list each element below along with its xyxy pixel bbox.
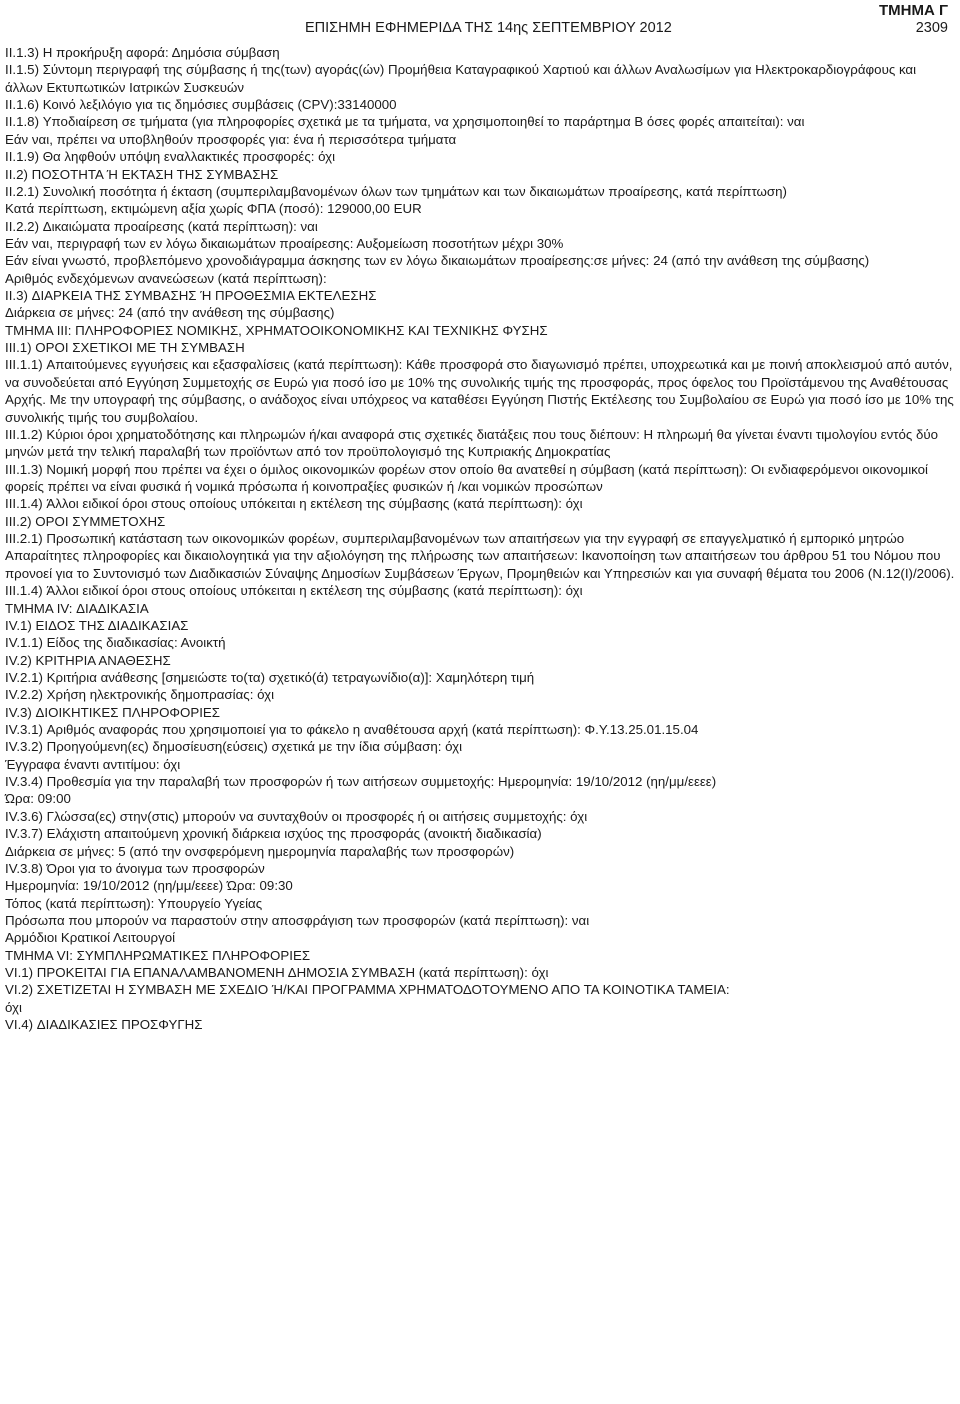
paragraph-iv-1-1: IV.1.1) Είδος της διαδικασίας: Ανοικτή: [5, 635, 226, 651]
paragraph-deadline-time: Ώρα: 09:00: [5, 791, 71, 807]
paragraph-duration: Διάρκεια σε μήνες: 24 (από την ανάθεση της σύμβασης): [5, 305, 335, 321]
paragraph-iii-1-2: III.1.2) Κύριοι όροι χρηματοδότησης και πληρωμών ή/και αναφορά στις σχετικές διατάξεις που τους διέπουν: Η πληρωμή θα γίνεται έναντι τιμολογίου εντός δύο μηνών μετά την τελική παραλαβή των προϊόντων από τον προϋπολογισμό της Κυπριακής Δημοκρατίας: [5, 426, 939, 460]
paragraph-iv-3-4: IV.3.4) Προθεσμία για την παραλαβή των προσφορών ή των αιτήσεων συμμετοχής: Ημερομηνία: 19/10/2012 (ηη/μμ/εεεε): [5, 774, 717, 790]
paragraph-vi-2: VI.2) ΣΧΕΤΙΖΕΤΑΙ Η ΣΥΜΒΑΣΗ ΜΕ ΣΧΕΔΙΟ Ή/ΚΑΙ ΠΡΟΓΡΑΜΜΑ ΧΡΗΜΑΤΟΔΟΤΟΥΜΕΝΟ ΑΠΟ ΤΑ ΚΟΙΝΟΤΙΚΑ ΤΑΜΕΙΑ:: [5, 982, 730, 998]
page-header: [0, 0, 960, 44]
paragraph-documents-fee: Έγγραφα έναντι αντιτίμου: όχι: [5, 756, 181, 772]
paragraph-vi-1: VI.1) ΠΡΟΚΕΙΤΑΙ ΓΙΑ ΕΠΑΝΑΛΑΜΒΑΝΟΜΕΝΗ ΔΗΜΟΣΙΑ ΣΥΜΒΑΣΗ (κατά περίπτωση): όχι: [5, 965, 549, 981]
paragraph-iii-1-4-repeat: III.1.4) Άλλοι ειδικοί όροι στους οποίους υπόκειται η εκτέλεση της σύμβασης (κατά περίπτωση): όχι: [5, 583, 583, 599]
heading-vi-4: VI.4) ΔΙΑΔΙΚΑΣΙΕΣ ΠΡΟΣΦΥΓΗΣ: [5, 1017, 203, 1033]
paragraph-lots: Εάν ναι, πρέπει να υποβληθούν προσφορές για: ένα ή περισσότερα τμήματα: [5, 131, 457, 147]
paragraph-iii-1-4: III.1.4) Άλλοι ειδικοί όροι στους οποίους υπόκειται η εκτέλεση της σύμβασης (κατά περίπτωση): όχι: [5, 496, 583, 512]
paragraph-validity-duration: Διάρκεια σε μήνες: 5 (από την ονσφερόμενη ημερομηνία παραλαβής των προσφορών): [5, 843, 515, 859]
paragraph-iv-3-7: IV.3.7) Ελάχιστη απαιτούμενη χρονική διάρκεια ισχύος της προσφοράς (ανοικτή διαδικασία): [5, 826, 542, 842]
paragraph-vi-2-answer: όχι: [5, 999, 22, 1015]
paragraph-options-description: Εάν ναι, περιγραφή των εν λόγω δικαιωμάτων προαίρεσης: Αυξομείωση ποσοτήτων μέχρι 30%: [5, 235, 564, 251]
paragraph-ii-2-1: II.2.1) Συνολική ποσότητα ή έκταση (συμπεριλαμβανομένων όλων των τμημάτων και των δικαιωμάτων προαίρεσης, κατά περίπτωση): [5, 183, 787, 199]
paragraph-opening-date: Ημερομηνία: 19/10/2012 (ηη/μμ/εεεε) Ώρα: 09:30: [5, 878, 293, 894]
paragraph-iii-2-1: III.2.1) Προσωπική κατάσταση των οικονομικών φορέων, συμπεριλαμβανομένων των απαιτήσεων για την εγγραφή σε επαγγελματικό ή εμπορικό μητρώο Απαραίτητες πληροφορίες και δικαιολογητικά για την αξιολόγηση της πλήρωσης των απαιτήσεων: Ικανοποίηση των απαιτήσεων του άρθρου 51 του Νόμου που προνοεί για το Συντονισμό των Διαδικασιών Σύναψης Δημοσίων Συμβάσεων Έργων, Προμηθειών και Υπηρεσιών και για συναφή θέματα του 2006 (Ν.12(Ι)/2006).: [5, 531, 955, 581]
paragraph-iv-3-8: IV.3.8) Όροι για το άνοιγμα των προσφορών: [5, 860, 265, 876]
gazette-title: ΕΠΙΣΗΜΗ ΕΦΗΜΕΡΙΔΑ ΤΗΣ 14ης ΣΕΠΤΕΜΒΡΙΟΥ 2012: [305, 20, 672, 36]
section-label: ΤΜΗΜΑ Γ: [878, 2, 948, 19]
paragraph-ii-1-5: II.1.5) Σύντομη περιγραφή της σύμβασης ή της(των) αγοράς(ών) Προμήθεια Καταγραφικού Χαρτιού και άλλων Αναλωσίμων για Ηλεκτροκαρδιογράφους και άλλων Εκτυπωτικών Ιατρικών Συσκευών: [5, 62, 917, 95]
heading-section-iv: ΤΜΗΜΑ IV: ΔΙΑΔΙΚΑΣΙΑ: [5, 600, 149, 616]
paragraph-options-timeline: Εάν είναι γνωστό, προβλεπόμενο χρονοδιάγραμμα άσκησης των εν λόγω δικαιωμάτων προαίρεσης:σε μήνες: 24 (από την ανάθεση της σύμβασης): [5, 253, 870, 269]
paragraph-ii-2-2: II.2.2) Δικαιώματα προαίρεσης (κατά περίπτωση): ναι: [5, 218, 318, 234]
document-body: [5, 44, 955, 1033]
paragraph-ii-1-3: II.1.3) Η προκήρυξη αφορά: Δημόσια σύμβαση: [5, 45, 280, 60]
paragraph-iii-1-3: III.1.3) Νομική μορφή που πρέπει να έχει ο όμιλος οικονομικών φορέων στον οποίο θα ανατεθεί η σύμβαση (κατά περίπτωση): Οι ενδιαφερόμενοι οικονομικοί φορείς πρέπει να είναι φυσικά ή νομικά πρόσωπα ή κοινοπραξίες φυσικών ή /και νομικών προσώπων: [5, 461, 929, 494]
heading-iii-2: III.2) ΟΡΟΙ ΣΥΜΜΕΤΟΧΗΣ: [5, 513, 166, 529]
page-number: 2309: [915, 20, 948, 36]
heading-iii-1: III.1) ΟΡΟΙ ΣΧΕΤΙΚΟΙ ΜΕ ΤΗ ΣΥΜΒΑΣΗ: [5, 340, 245, 356]
heading-iv-3: IV.3) ΔΙΟΙΚΗΤΙΚΕΣ ΠΛΗΡΟΦΟΡΙΕΣ: [5, 704, 221, 720]
paragraph-opening-place: Τόπος (κατά περίπτωση): Υπουργείο Υγείας: [5, 895, 263, 911]
paragraph-estimated-value: Κατά περίπτωση, εκτιμώμενη αξία χωρίς ΦΠΑ (ποσό): 129000,00 EUR: [5, 201, 422, 217]
paragraph-iv-2-2: IV.2.2) Χρήση ηλεκτρονικής δημοπρασίας: όχι: [5, 687, 275, 703]
paragraph-iv-3-1: IV.3.1) Αριθμός αναφοράς που χρησιμοποιεί για το φάκελο η αναθέτουσα αρχή (κατά περίπτωση): Φ.Υ.13.25.01.15.04: [5, 722, 699, 738]
heading-section-vi: ΤΜΗΜΑ VI: ΣΥΜΠΛΗΡΩΜΑΤΙΚΕΣ ΠΛΗΡΟΦΟΡΙΕΣ: [5, 947, 311, 963]
paragraph-iv-3-2: IV.3.2) Προηγούμενη(ες) δημοσίευση(εύσεις) σχετικά με την ίδια σύμβαση: όχι: [5, 739, 463, 755]
heading-iv-2: IV.2) ΚΡΙΤΗΡΙΑ ΑΝΑΘΕΣΗΣ: [5, 652, 171, 668]
paragraph-renewals: Αριθμός ενδεχόμενων ανανεώσεων (κατά περίπτωση):: [5, 270, 327, 286]
paragraph-ii-1-6: II.1.6) Κοινό λεξιλόγιο για τις δημόσιες συμβάσεις (CPV):33140000: [5, 97, 397, 113]
paragraph-officers: Αρμόδιοι Κρατικοί Λειτουργοί: [5, 930, 176, 946]
paragraph-ii-1-8: II.1.8) Υποδιαίρεση σε τμήματα (για πληροφορίες σχετικά με τα τμήματα, να χρησιμοποιηθεί το παράρτημα Β όσες φορές απαιτείται): ναι: [5, 114, 805, 130]
paragraph-iv-3-6: IV.3.6) Γλώσσα(ες) στην(στις) μπορούν να συνταχθούν οι προσφορές ή οι αιτήσεις συμμετοχής: όχι: [5, 808, 588, 824]
paragraph-iv-2-1: IV.2.1) Κριτήρια ανάθεσης [σημειώστε το(τα) σχετικό(ά) τετραγωνίδιο(α)]: Χαμηλότερη τιμή: [5, 669, 535, 685]
heading-ii-3: II.3) ΔΙΑΡΚΕΙΑ ΤΗΣ ΣΥΜΒΑΣΗΣ Ή ΠΡΟΘΕΣΜΙΑ ΕΚΤΕΛΕΣΗΣ: [5, 288, 377, 304]
heading-iv-1: IV.1) ΕΙΔΟΣ ΤΗΣ ΔΙΑΔΙΚΑΣΙΑΣ: [5, 617, 189, 633]
paragraph-ii-1-9: II.1.9) Θα ληφθούν υπόψη εναλλακτικές προσφορές: όχι: [5, 149, 336, 165]
heading-ii-2: II.2) ΠΟΣΟΤΗΤΑ Ή ΕΚΤΑΣΗ ΤΗΣ ΣΥΜΒΑΣΗΣ: [5, 166, 279, 182]
paragraph-persons-present: Πρόσωπα που μπορούν να παραστούν στην αποσφράγιση των προσφορών (κατά περίπτωση): ναι: [5, 912, 590, 928]
paragraph-iii-1-1: III.1.1) Απαιτούμενες εγγυήσεις και εξασφαλίσεις (κατά περίπτωση): Κάθε προσφορά στο διαγωνισμό πρέπει, υποχρεωτικά και με ποινή αποκλεισμού από αυτόν, να συνοδεύεται από Εγγύηση Συμμετοχής σε Ευρώ για ποσό ίσο με 10% της συνολικής τιμής της προσφοράς, προς όφελος του Προϊστάμενου της Αναθέτουσας Αρχής. Με την υπογραφή της σύμβασης, ο ανάδοχος είναι υπόχρεος να καταθέσει Εγγύηση Πιστής Εκτέλεσης του Συμβολαίου σε Ευρώ για ποσό ίσο με 10% της συνολικής τιμής του συμβολαίου.: [5, 357, 954, 425]
heading-section-iii: ΤΜΗΜΑ III: ΠΛΗΡΟΦΟΡΙΕΣ ΝΟΜΙΚΗΣ, ΧΡΗΜΑΤΟΟΙΚΟΝΟΜΙΚΗΣ ΚΑΙ ΤΕΧΝΙΚΗΣ ΦΥΣΗΣ: [5, 322, 548, 338]
